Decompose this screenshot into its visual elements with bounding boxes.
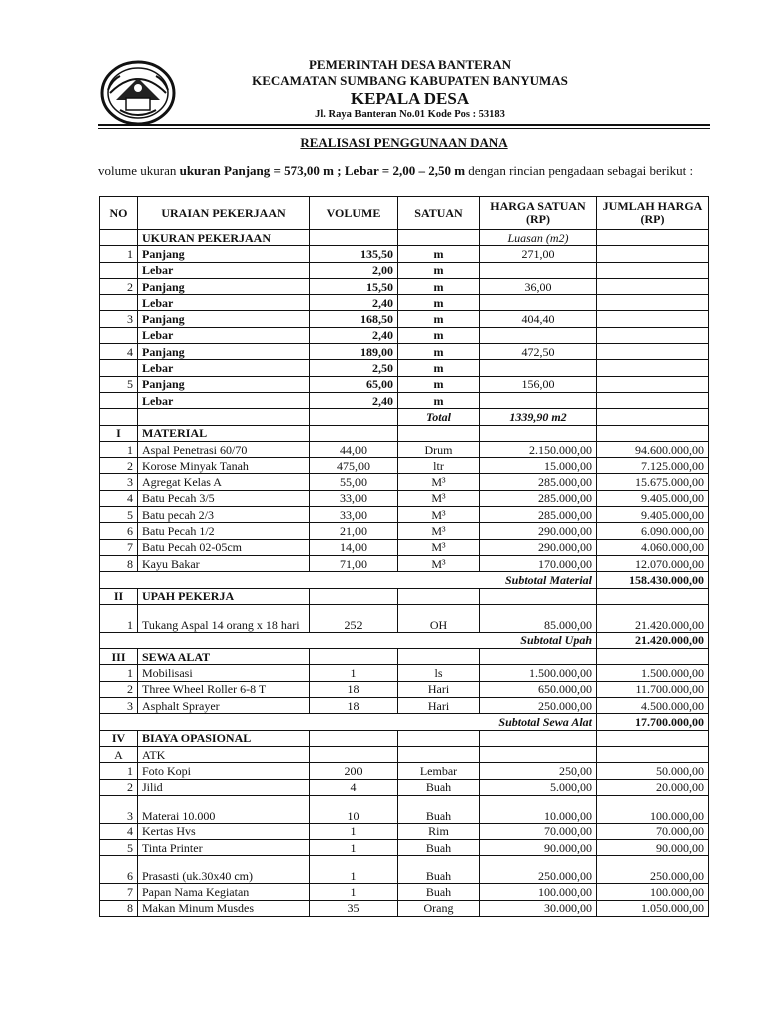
- cell-no: II: [100, 588, 138, 604]
- cell-uraian: Tukang Aspal 14 orang x 18 hari: [138, 604, 310, 632]
- cell-harga-satuan: 1.500.000,00: [480, 665, 597, 681]
- cell-no: 7: [100, 884, 138, 900]
- cell-satuan: [398, 730, 480, 746]
- table-row: [100, 441, 709, 457]
- cell-no: 3: [100, 474, 138, 490]
- cell-volume: 18: [310, 681, 398, 697]
- cell-no: 4: [100, 490, 138, 506]
- cell-harga-satuan: 285.000,00: [480, 474, 597, 490]
- cell-volume: 65,00: [310, 376, 398, 392]
- cell-harga-satuan: 290.000,00: [480, 539, 597, 555]
- cell-volume: 44,00: [310, 441, 398, 457]
- cell-no: [100, 230, 138, 246]
- cell-no: I: [100, 425, 138, 441]
- cell-no: 1: [100, 604, 138, 632]
- cell-no: 5: [100, 840, 138, 856]
- cell-no: A: [100, 746, 138, 762]
- cell-satuan: Hari: [398, 698, 480, 714]
- cell-satuan: [398, 425, 480, 441]
- table-header-row: [100, 197, 709, 230]
- cell-volume: 475,00: [310, 458, 398, 474]
- cell-volume: [310, 730, 398, 746]
- cell-harga-satuan: 250.000,00: [480, 698, 597, 714]
- cell-no: 3: [100, 795, 138, 823]
- col-header-jumlah-harga: JUMLAH HARGA (RP): [597, 197, 709, 230]
- intro-paragraph: [98, 163, 718, 178]
- cell-jumlah-harga: 20.000,00: [597, 779, 709, 795]
- cell-luasan: [480, 392, 597, 408]
- cell-luasan: 156,00: [480, 376, 597, 392]
- cell-total-label: Total: [398, 409, 480, 425]
- table-row: [100, 327, 709, 343]
- cell-volume: 189,00: [310, 344, 398, 360]
- cell-volume: 10: [310, 795, 398, 823]
- cell-harga-satuan: 250,00: [480, 763, 597, 779]
- cell-volume: 55,00: [310, 474, 398, 490]
- cell-volume: 2,00: [310, 262, 398, 278]
- cell-jumlah-harga: 9.405.000,00: [597, 490, 709, 506]
- cell-note: [480, 649, 597, 665]
- cell-harga-satuan: 100.000,00: [480, 884, 597, 900]
- cell-section-title: UKURAN PEKERJAAN: [138, 230, 310, 246]
- letterhead: [180, 57, 640, 122]
- cell-no: III: [100, 649, 138, 665]
- cell-jumlah: [597, 278, 709, 294]
- cell-jumlah: [597, 262, 709, 278]
- cell-no: 5: [100, 376, 138, 392]
- table-row: [100, 344, 709, 360]
- cell-no: [100, 392, 138, 408]
- cell-jumlah: [597, 344, 709, 360]
- cell-jumlah-harga: 7.125.000,00: [597, 458, 709, 474]
- letterhead-line-2: KECAMATAN SUMBANG KABUPATEN BANYUMAS: [252, 73, 568, 88]
- cell-satuan: M³: [398, 474, 480, 490]
- table-row: [100, 823, 709, 839]
- cell-jumlah: [597, 376, 709, 392]
- cell-uraian: [138, 409, 310, 425]
- cell-no: 1: [100, 441, 138, 457]
- table-row: [100, 523, 709, 539]
- cell-volume: 2,50: [310, 360, 398, 376]
- cell-luasan: 36,00: [480, 278, 597, 294]
- cell-volume: [310, 746, 398, 762]
- cell-jumlah-harga: 100.000,00: [597, 884, 709, 900]
- cell-no: 4: [100, 823, 138, 839]
- cell-satuan: m: [398, 295, 480, 311]
- cell-uraian: Makan Minum Musdes: [138, 900, 310, 916]
- cell-harga-satuan: 250.000,00: [480, 856, 597, 884]
- table-row: [100, 698, 709, 714]
- cell-no: 4: [100, 344, 138, 360]
- cell-uraian: Batu Pecah 02-05cm: [138, 539, 310, 555]
- cell-luasan: [480, 360, 597, 376]
- cell-uraian: Batu Pecah 1/2: [138, 523, 310, 539]
- cell-satuan: m: [398, 311, 480, 327]
- table-row: [100, 507, 709, 523]
- cell-luasan: [480, 295, 597, 311]
- cell-jumlah-harga: 100.000,00: [597, 795, 709, 823]
- cell-satuan: [398, 230, 480, 246]
- table-row: [100, 746, 709, 762]
- cell-volume: [310, 230, 398, 246]
- cell-volume: 2,40: [310, 392, 398, 408]
- cell-uraian: Batu Pecah 3/5: [138, 490, 310, 506]
- cell-no: 8: [100, 900, 138, 916]
- cell-no: 1: [100, 246, 138, 262]
- cell-jumlah: [597, 327, 709, 343]
- cell-note: [480, 588, 597, 604]
- cell-volume: [310, 425, 398, 441]
- col-header-harga-satuan: HARGA SATUAN (RP): [480, 197, 597, 230]
- cell-uraian: Jilid: [138, 779, 310, 795]
- cell-uraian: Papan Nama Kegiatan: [138, 884, 310, 900]
- cell-harga-satuan: 170.000,00: [480, 555, 597, 571]
- cell-subtotal-value: 21.420.000,00: [597, 632, 709, 648]
- cell-jumlah: [597, 730, 709, 746]
- table-row: [100, 714, 709, 730]
- table-row: [100, 632, 709, 648]
- cell-satuan: [398, 588, 480, 604]
- cell-volume: [310, 409, 398, 425]
- budget-table: [99, 196, 709, 917]
- cell-no: 8: [100, 555, 138, 571]
- table-row: [100, 856, 709, 884]
- cell-satuan: [398, 649, 480, 665]
- cell-no: 2: [100, 458, 138, 474]
- cell-jumlah-harga: 90.000,00: [597, 840, 709, 856]
- cell-uraian: Mobilisasi: [138, 665, 310, 681]
- cell-luasan: 271,00: [480, 246, 597, 262]
- cell-satuan: M³: [398, 490, 480, 506]
- cell-harga-satuan: 650.000,00: [480, 681, 597, 697]
- cell-section-title: MATERIAL: [138, 425, 310, 441]
- cell-harga-satuan: 285.000,00: [480, 507, 597, 523]
- cell-jumlah-harga: 1.500.000,00: [597, 665, 709, 681]
- cell-harga-satuan: 15.000,00: [480, 458, 597, 474]
- cell-jumlah-harga: 94.600.000,00: [597, 441, 709, 457]
- cell-jumlah-harga: 9.405.000,00: [597, 507, 709, 523]
- cell-jumlah-harga: 70.000,00: [597, 823, 709, 839]
- col-header-no: NO: [100, 197, 138, 230]
- cell-no: [100, 262, 138, 278]
- cell-volume: [310, 649, 398, 665]
- cell-jumlah-harga: 11.700.000,00: [597, 681, 709, 697]
- table-row: [100, 425, 709, 441]
- cell-no: [100, 327, 138, 343]
- cell-jumlah: [597, 246, 709, 262]
- cell-subtotal-value: 17.700.000,00: [597, 714, 709, 730]
- cell-satuan: m: [398, 327, 480, 343]
- cell-uraian: Kertas Hvs: [138, 823, 310, 839]
- table-row: [100, 681, 709, 697]
- cell-volume: 252: [310, 604, 398, 632]
- table-row: [100, 900, 709, 916]
- cell-jumlah-harga: 50.000,00: [597, 763, 709, 779]
- cell-subtotal-label: Subtotal Material: [100, 572, 597, 588]
- cell-no: 3: [100, 698, 138, 714]
- letterhead-rule-thick: [98, 124, 710, 126]
- cell-uraian: Aspal Penetrasi 60/70: [138, 441, 310, 457]
- cell-note: [480, 730, 597, 746]
- table-row: [100, 730, 709, 746]
- cell-satuan: Drum: [398, 441, 480, 457]
- table-row: [100, 665, 709, 681]
- cell-jumlah: [597, 409, 709, 425]
- cell-harga-satuan: 285.000,00: [480, 490, 597, 506]
- cell-luasan: [480, 262, 597, 278]
- cell-satuan: Buah: [398, 884, 480, 900]
- cell-uraian: Agregat Kelas A: [138, 474, 310, 490]
- cell-harga-satuan: 70.000,00: [480, 823, 597, 839]
- cell-uraian: Lebar: [138, 360, 310, 376]
- cell-volume: 18: [310, 698, 398, 714]
- cell-uraian: Panjang: [138, 246, 310, 262]
- table-row: [100, 572, 709, 588]
- cell-uraian: Panjang: [138, 311, 310, 327]
- cell-harga-satuan: 10.000,00: [480, 795, 597, 823]
- cell-harga-satuan: 90.000,00: [480, 840, 597, 856]
- cell-satuan: M³: [398, 507, 480, 523]
- cell-jumlah: [597, 311, 709, 327]
- cell-uraian: Materai 10.000: [138, 795, 310, 823]
- intro-text-1: volume ukuran: [98, 163, 180, 178]
- cell-volume: 21,00: [310, 523, 398, 539]
- cell-satuan: m: [398, 360, 480, 376]
- table-row: [100, 604, 709, 632]
- letterhead-rule-thin: [98, 128, 710, 129]
- cell-satuan: ltr: [398, 458, 480, 474]
- intro-text-bold: ukuran Panjang = 573,00 m ; Lebar = 2,00 – 2,50 m: [179, 163, 466, 178]
- cell-volume: 200: [310, 763, 398, 779]
- table-row: [100, 555, 709, 571]
- cell-harga: [480, 746, 597, 762]
- table-row: [100, 311, 709, 327]
- cell-subtotal-value: 158.430.000,00: [597, 572, 709, 588]
- cell-volume: 135,50: [310, 246, 398, 262]
- cell-no: [100, 295, 138, 311]
- cell-uraian: Lebar: [138, 327, 310, 343]
- table-row: [100, 262, 709, 278]
- cell-uraian: Lebar: [138, 262, 310, 278]
- cell-satuan: m: [398, 392, 480, 408]
- cell-satuan: M³: [398, 555, 480, 571]
- cell-satuan: Buah: [398, 795, 480, 823]
- cell-volume: 1: [310, 884, 398, 900]
- cell-satuan: m: [398, 376, 480, 392]
- cell-jumlah-harga: 4.500.000,00: [597, 698, 709, 714]
- cell-volume: [310, 588, 398, 604]
- cell-jumlah: [597, 392, 709, 408]
- cell-uraian: Foto Kopi: [138, 763, 310, 779]
- cell-volume: 1: [310, 840, 398, 856]
- cell-no: 6: [100, 523, 138, 539]
- cell-volume: 1: [310, 856, 398, 884]
- cell-no: IV: [100, 730, 138, 746]
- table-row: [100, 763, 709, 779]
- cell-satuan: M³: [398, 539, 480, 555]
- cell-jumlah-harga: 4.060.000,00: [597, 539, 709, 555]
- cell-volume: 4: [310, 779, 398, 795]
- cell-section-title: SEWA ALAT: [138, 649, 310, 665]
- table-row: [100, 779, 709, 795]
- table-row: [100, 392, 709, 408]
- cell-harga-satuan: 30.000,00: [480, 900, 597, 916]
- cell-jumlah: [597, 425, 709, 441]
- cell-section-title: BIAYA OPASIONAL: [138, 730, 310, 746]
- cell-volume: 2,40: [310, 295, 398, 311]
- intro-text-2: dengan rincian pengadaan sebagai berikut :: [465, 163, 694, 178]
- cell-uraian: Prasasti (uk.30x40 cm): [138, 856, 310, 884]
- cell-subtotal-label: Subtotal Upah: [100, 632, 597, 648]
- cell-jumlah: [597, 746, 709, 762]
- cell-volume: 15,50: [310, 278, 398, 294]
- table-row: [100, 409, 709, 425]
- cell-jumlah: [597, 360, 709, 376]
- cell-volume: 1: [310, 823, 398, 839]
- cell-satuan: Buah: [398, 779, 480, 795]
- cell-volume: 33,00: [310, 490, 398, 506]
- table-row: [100, 230, 709, 246]
- table-row: [100, 840, 709, 856]
- cell-no: 2: [100, 681, 138, 697]
- table-row: [100, 884, 709, 900]
- cell-harga-satuan: 2.150.000,00: [480, 441, 597, 457]
- cell-volume: 1: [310, 665, 398, 681]
- cell-no: [100, 360, 138, 376]
- cell-jumlah: [597, 230, 709, 246]
- table-row: [100, 649, 709, 665]
- cell-volume: 35: [310, 900, 398, 916]
- cell-volume: 71,00: [310, 555, 398, 571]
- letterhead-line-1: PEMERINTAH DESA BANTERAN: [308, 57, 511, 72]
- cell-no: 7: [100, 539, 138, 555]
- cell-satuan: m: [398, 262, 480, 278]
- cell-jumlah: [597, 588, 709, 604]
- col-header-satuan: SATUAN: [398, 197, 480, 230]
- cell-satuan: Lembar: [398, 763, 480, 779]
- cell-no: 1: [100, 763, 138, 779]
- cell-uraian: Panjang: [138, 376, 310, 392]
- table-row: [100, 246, 709, 262]
- cell-uraian: Three Wheel Roller 6-8 T: [138, 681, 310, 697]
- cell-note: Luasan (m2): [480, 230, 597, 246]
- letterhead-address: Jl. Raya Banteran No.01 Kode Pos : 53183: [315, 109, 505, 120]
- cell-satuan: m: [398, 278, 480, 294]
- cell-uraian: Panjang: [138, 278, 310, 294]
- table-row: [100, 795, 709, 823]
- table-row: [100, 360, 709, 376]
- cell-jumlah-harga: 12.070.000,00: [597, 555, 709, 571]
- cell-luasan: 472,50: [480, 344, 597, 360]
- table-row: [100, 490, 709, 506]
- table-row: [100, 474, 709, 490]
- cell-no: 2: [100, 779, 138, 795]
- cell-uraian: Tinta Printer: [138, 840, 310, 856]
- cell-satuan: OH: [398, 604, 480, 632]
- cell-satuan: [398, 746, 480, 762]
- cell-uraian: Lebar: [138, 295, 310, 311]
- table-row: [100, 376, 709, 392]
- cell-jumlah-harga: 21.420.000,00: [597, 604, 709, 632]
- cell-uraian: Kayu Bakar: [138, 555, 310, 571]
- regency-emblem-icon: [100, 60, 176, 126]
- cell-total-value: 1339,90 m2: [480, 409, 597, 425]
- cell-luasan: 404,40: [480, 311, 597, 327]
- cell-volume: 168,50: [310, 311, 398, 327]
- table-row: [100, 458, 709, 474]
- document-title: REALISASI PENGGUNAAN DANA: [300, 135, 508, 150]
- table-row: [100, 539, 709, 555]
- cell-subtotal-label: Subtotal Sewa Alat: [100, 714, 597, 730]
- cell-harga-satuan: 290.000,00: [480, 523, 597, 539]
- cell-note: [480, 425, 597, 441]
- cell-satuan: Buah: [398, 840, 480, 856]
- cell-harga-satuan: 85.000,00: [480, 604, 597, 632]
- cell-satuan: m: [398, 246, 480, 262]
- cell-volume: 33,00: [310, 507, 398, 523]
- cell-satuan: Rim: [398, 823, 480, 839]
- cell-uraian: Korose Minyak Tanah: [138, 458, 310, 474]
- cell-jumlah: [597, 295, 709, 311]
- cell-volume: 14,00: [310, 539, 398, 555]
- cell-uraian: ATK: [138, 746, 310, 762]
- cell-volume: 2,40: [310, 327, 398, 343]
- cell-no: 6: [100, 856, 138, 884]
- cell-satuan: Orang: [398, 900, 480, 916]
- cell-satuan: ls: [398, 665, 480, 681]
- cell-uraian: Asphalt Sprayer: [138, 698, 310, 714]
- cell-uraian: Lebar: [138, 392, 310, 408]
- letterhead-line-3: KEPALA DESA: [350, 89, 470, 108]
- cell-uraian: Panjang: [138, 344, 310, 360]
- cell-satuan: m: [398, 344, 480, 360]
- cell-jumlah-harga: 15.675.000,00: [597, 474, 709, 490]
- cell-uraian: Batu pecah 2/3: [138, 507, 310, 523]
- table-body: [100, 230, 709, 917]
- cell-no: 3: [100, 311, 138, 327]
- cell-satuan: Buah: [398, 856, 480, 884]
- col-header-uraian: URAIAN PEKERJAAN: [138, 197, 310, 230]
- cell-section-title: UPAH PEKERJA: [138, 588, 310, 604]
- cell-no: 5: [100, 507, 138, 523]
- cell-no: 2: [100, 278, 138, 294]
- table-row: [100, 278, 709, 294]
- cell-harga-satuan: 5.000,00: [480, 779, 597, 795]
- cell-jumlah-harga: 250.000,00: [597, 856, 709, 884]
- cell-satuan: M³: [398, 523, 480, 539]
- cell-no: [100, 409, 138, 425]
- cell-jumlah-harga: 1.050.000,00: [597, 900, 709, 916]
- cell-no: 1: [100, 665, 138, 681]
- cell-jumlah: [597, 649, 709, 665]
- cell-jumlah-harga: 6.090.000,00: [597, 523, 709, 539]
- table-row: [100, 295, 709, 311]
- table-row: [100, 588, 709, 604]
- cell-satuan: Hari: [398, 681, 480, 697]
- cell-luasan: [480, 327, 597, 343]
- col-header-volume: VOLUME: [310, 197, 398, 230]
